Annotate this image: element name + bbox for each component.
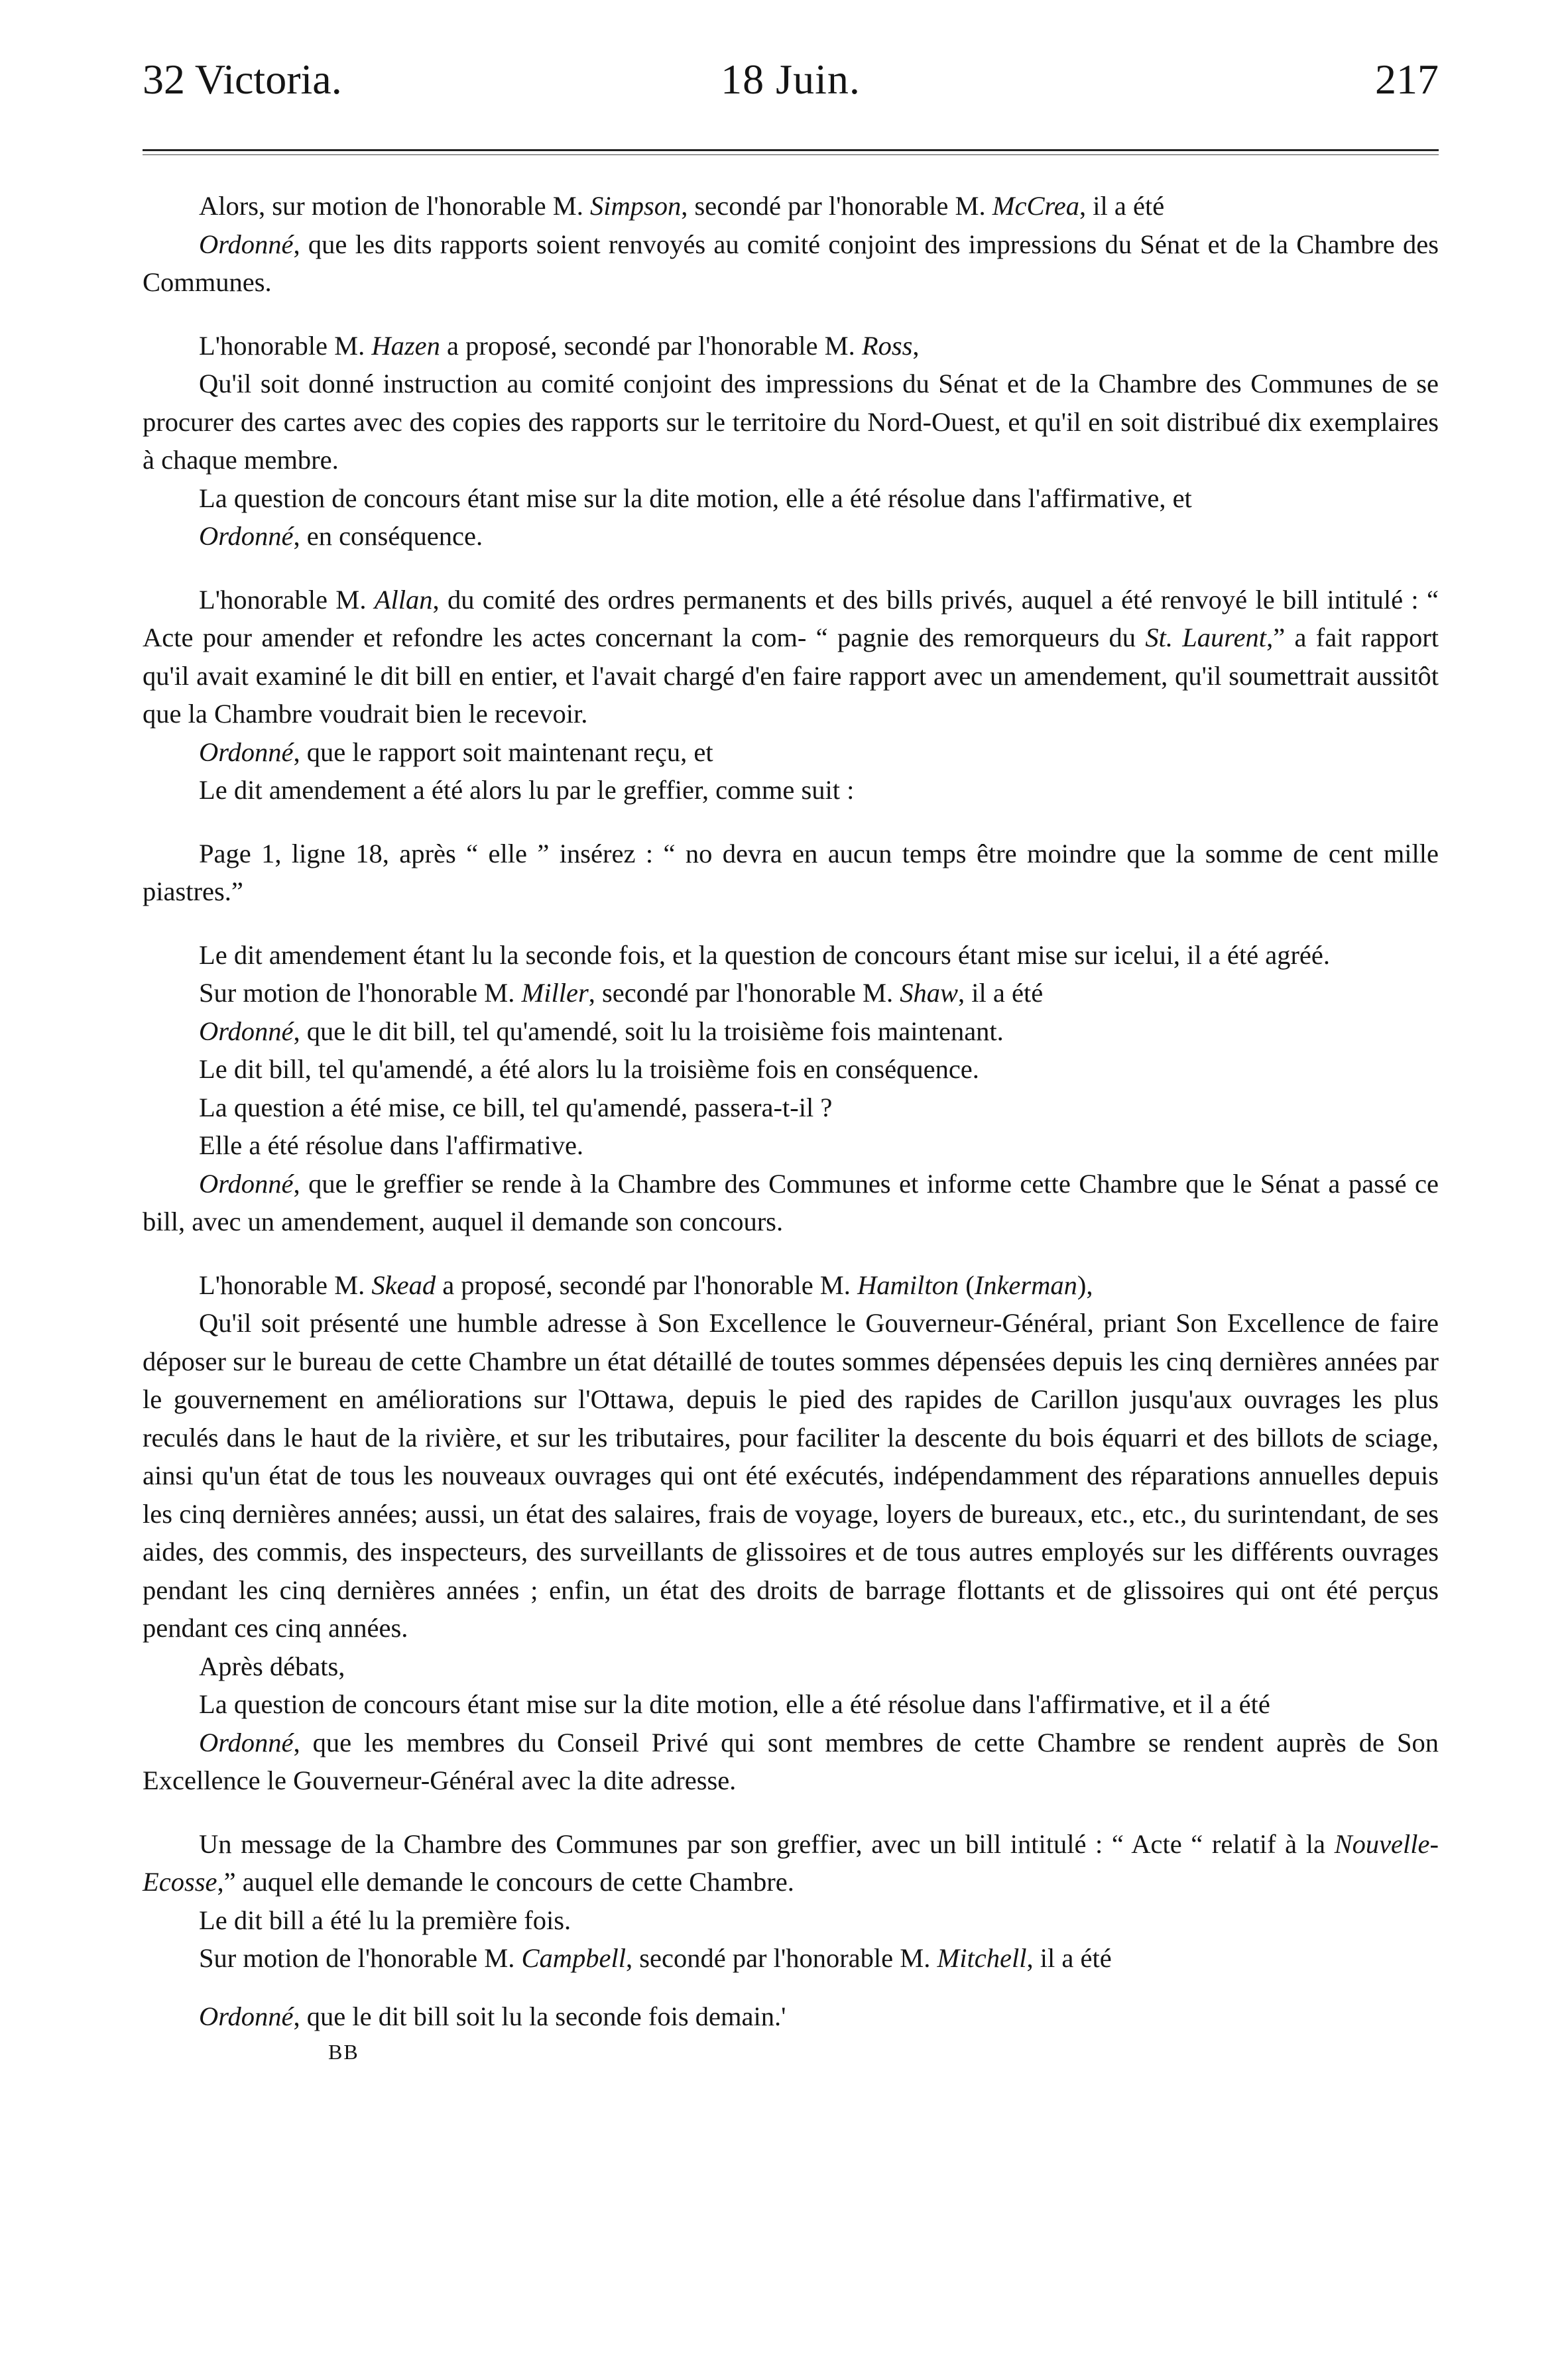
header-regnal-year: 32 Victoria. (143, 56, 342, 103)
name-allan: Allan (374, 584, 433, 615)
document-page (143, 40, 1439, 2334)
paragraph-campbell-motion: Sur motion de l'honorable M. Campbell, secondé par l'honorable M. Mitchell, il a été (199, 1943, 1112, 1973)
name-hamilton: Hamilton (857, 1270, 959, 1300)
paragraph-order-privy-council: Ordonné, que les membres du Conseil Privé qui sont membres de cette Chambre se rendent auprès de Son Excellence le Gouverneur-Général avec la dite adresse. (143, 1727, 1439, 1795)
paragraph-order-clerk: Ordonné, que le greffier se rende à la Chambre des Communes et informe cette Chambre que le Sénat a passé ce bill, avec un amendement, auquel il demande son concours. (143, 1168, 1439, 1236)
paragraph-maps-instruction: Qu'il soit donné instruction au comité conjoint des impressions du Sénat et de la Chambre des Communes de se procurer des cartes avec des copies des rapports sur le territoire du Nord-Ouest, et qu'il en soit distribué dix exemplaires à chaque membre. (143, 369, 1439, 475)
paragraph-hazen-proposal: L'honorable M. Hazen a proposé, secondé par l'honorable M. Ross, (199, 330, 920, 361)
paragraph-order-third-reading: Ordonné, que le dit bill, tel qu'amendé, soit lu la troisième fois maintenant. (199, 1016, 1004, 1046)
paragraph-order-consequence: Ordonné, en conséquence. (199, 521, 483, 551)
name-mccrea: McCrea (992, 191, 1079, 221)
page-number: 217 (1375, 56, 1439, 103)
paragraph-order-second-reading: Ordonné, que le dit bill soit lu la seconde fois demain.' (199, 2001, 786, 2031)
name-ross: Ross (861, 330, 913, 361)
name-miller: Miller (521, 978, 589, 1008)
paragraph-affirmative: Elle a été résolue dans l'affirmative. (199, 1130, 584, 1160)
paragraph-message-commons: Un message de la Chambre des Communes par son greffier, avec un bill intitulé : “ Acte “ relatif à la Nouvelle-Ecosse,” auquel elle demande le concours de cette Chambre. (143, 1828, 1439, 1897)
paragraph-simpson-motion: Alors, sur motion de l'honorable M. Simpson, secondé par l'honorable M. McCrea, il a été (199, 191, 1165, 221)
name-skead: Skead (371, 1270, 436, 1300)
paragraph-amendment-read: Le dit amendement a été alors lu par le greffier, comme suit : (199, 775, 855, 805)
name-simpson: Simpson (589, 191, 682, 221)
paragraph-allan-report: L'honorable M. Allan, du comité des ordres permanents et des bills privés, auquel a été renvoyé le bill intitulé : “ Acte pour amender et refondre les actes concernant la com- “ pagnie des remorqueurs du St. Laurent,” a fait rapport qu'il avait examiné le dit bill en entier, et l'avait chargé d'en faire rapport avec un amendement, qu'il soumettrait aussitôt que la Chambre voudrait bien le recevoir. (143, 584, 1439, 729)
name-inkerman: Inkerman (974, 1270, 1077, 1300)
journal-text (143, 187, 1439, 2068)
name-st-laurent: St. Laurent (1145, 623, 1267, 652)
paragraph-question-put: La question a été mise, ce bill, tel qu'amendé, passera-t-il ? (199, 1092, 833, 1122)
signature-mark: BB (328, 2040, 359, 2064)
name-hazen: Hazen (371, 330, 440, 361)
name-mitchell: Mitchell (937, 1943, 1027, 1973)
header-date: 18 Juin. (721, 56, 861, 103)
paragraph-third-reading: Le dit bill, tel qu'amendé, a été alors lu la troisième fois en conséquence. (199, 1054, 979, 1084)
paragraph-order-report-received: Ordonné, que le rapport soit maintenant reçu, et (199, 737, 713, 767)
paragraph-question-resolved: La question de concours étant mise sur la dite motion, elle a été résolue dans l'affirmative, et (199, 483, 1192, 513)
paragraph-amendment-agreed: Le dit amendement étant lu la seconde fois, et la question de concours étant mise sur icelui, il a été agréé. (199, 939, 1331, 970)
paragraph-first-reading: Le dit bill a été lu la première fois. (199, 1905, 571, 1935)
paragraph-order-reports: Ordonné, que les dits rapports soient renvoyés au comité conjoint des impressions du Sénat et de la Chambre des Communes. (143, 229, 1439, 297)
paragraph-question-affirmative: La question de concours étant mise sur la dite motion, elle a été résolue dans l'affirmative, et il a été (199, 1689, 1270, 1719)
running-header (143, 40, 1439, 119)
header-double-rule (143, 149, 1439, 155)
name-campbell: Campbell (521, 1943, 626, 1973)
paragraph-amendment-text: Page 1, ligne 18, après “ elle ” insérez : “ no devra en aucun temps être moindre que la somme de cent mille piastres.” (143, 838, 1439, 906)
paragraph-address-ottawa: Qu'il soit présenté une humble adresse à Son Excellence le Gouverneur-Général, priant Son Excellence de faire déposer sur le bureau de cette Chambre un état détaillé de toutes sommes dépensées depuis les cinq dernières années par le gouvernement en améliorations sur l'Ottawa, depuis le pied des rapides de Carillon jusqu'aux ouvrages les plus reculés dans le haut de la rivière, et sur les tributaires, pour faciliter la descente du bois équarri et des billots de sciage, ainsi qu'un état de tous les nouveaux ouvrages qui ont été exécutés, indépendamment des réparations annuelles depuis les cinq dernières années; aussi, un état des salaires, frais de voyage, loyers de bureaux, etc., etc., du surintendant, de ses aides, des commis, des inspecteurs, des surveillants de glissoires et de tous autres employés sur les différents ouvrages pendant les cinq dernières années ; enfin, un état des droits de barrage flottants et de glissoires qui ont été perçus pendant ces cinq années. (143, 1308, 1439, 1643)
name-shaw: Shaw (900, 978, 959, 1008)
paragraph-skead-proposal: L'honorable M. Skead a proposé, secondé par l'honorable M. Hamilton (Inkerman), (199, 1270, 1093, 1300)
paragraph-miller-motion: Sur motion de l'honorable M. Miller, secondé par l'honorable M. Shaw, il a été (199, 978, 1044, 1008)
name-nouvelle-ecosse: Nouvelle-Ecosse (143, 1828, 1439, 1897)
paragraph-after-debate: Après débats, (199, 1651, 345, 1681)
